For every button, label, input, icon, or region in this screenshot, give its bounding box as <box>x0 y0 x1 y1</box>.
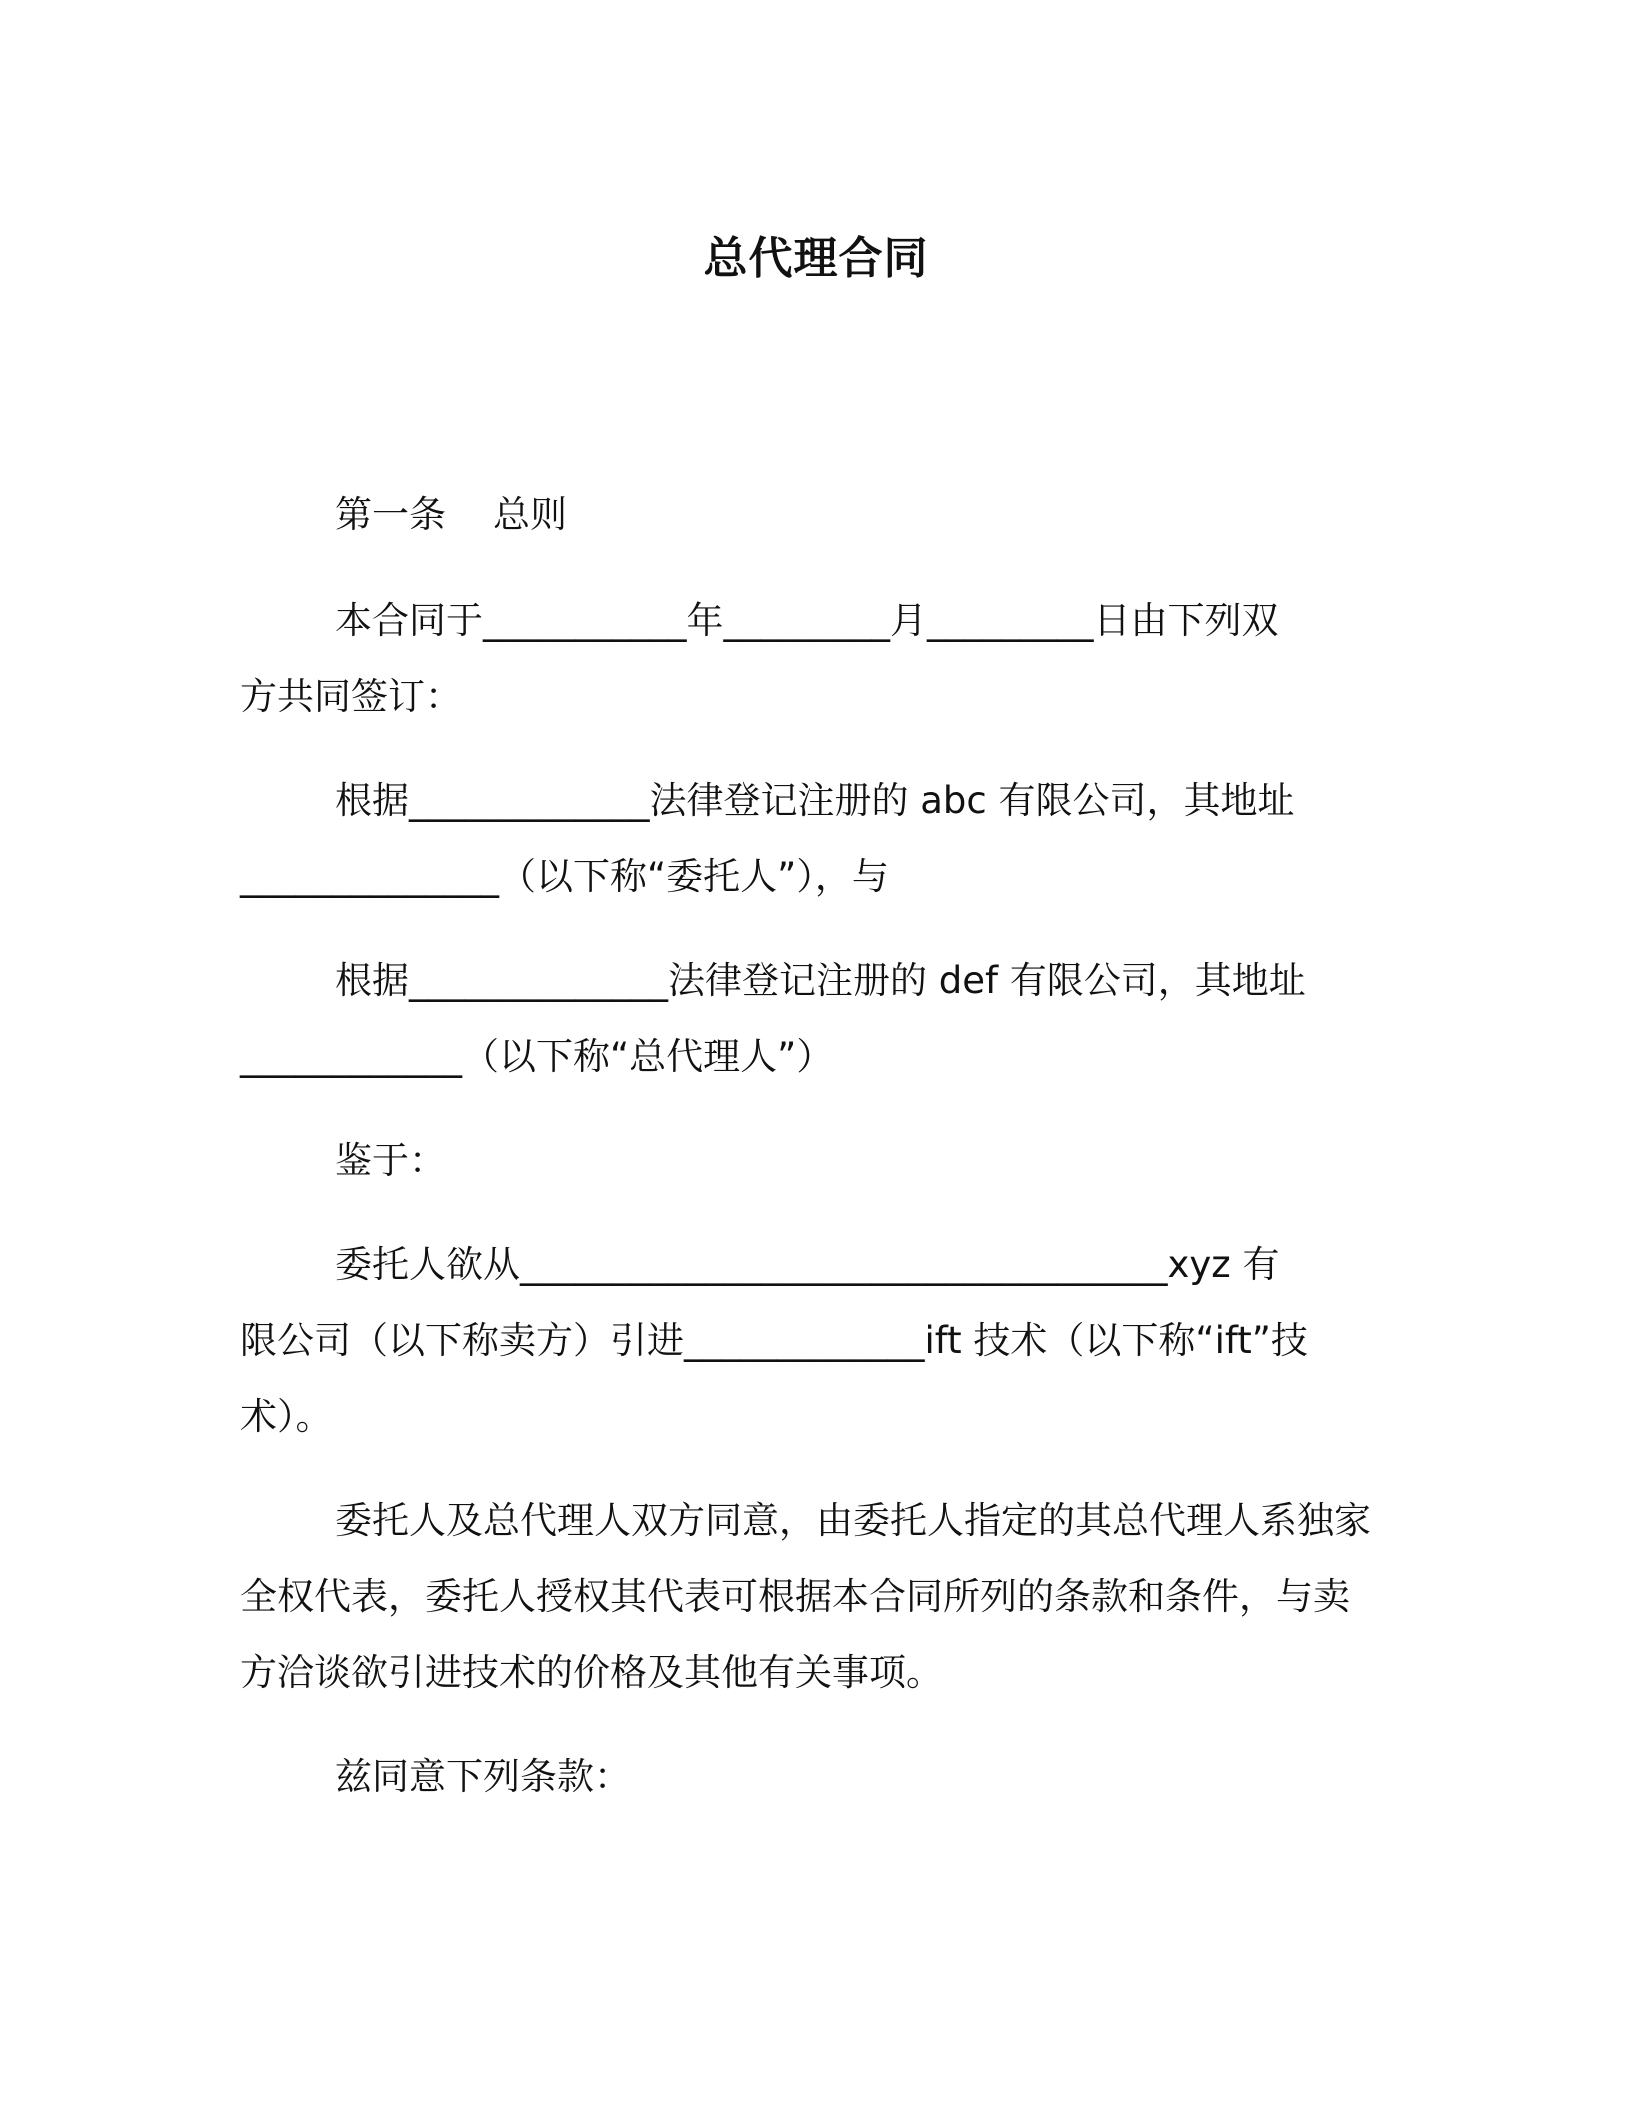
text-line: 根据_____________法律登记注册的 abc 有限公司，其地址 <box>335 779 1295 822</box>
article-heading: 第一条 总则 <box>335 493 568 536</box>
text-line: 委托人欲从___________________________________xyz 有 <box>335 1243 1280 1286</box>
document-title: 总代理合同 <box>703 233 929 284</box>
text-line: 术）。 <box>240 1395 333 1438</box>
text-line: ____________（以下称“总代理人”） <box>240 1035 834 1078</box>
text-line: 全权代表，委托人授权其代表可根据本合同所列的条款和条件，与卖 <box>240 1575 1350 1618</box>
text-line: 委托人及总代理人双方同意，由委托人指定的其总代理人系独家 <box>335 1499 1371 1542</box>
text-line: 方共同签订： <box>240 675 462 718</box>
text-line: ______________（以下称“委托人”），与 <box>240 855 889 898</box>
text-line: 方洽谈欲引进技术的价格及其他有关事项。 <box>240 1651 943 1694</box>
text-line: 限公司（以下称卖方）引进_____________ift 技术（以下称“ift”技 <box>240 1319 1308 1362</box>
text-line: 兹同意下列条款： <box>335 1755 631 1798</box>
text-line: 根据______________法律登记注册的 def 有限公司，其地址 <box>335 959 1306 1002</box>
text-line: 本合同于___________年_________月_________日由下列双 <box>335 599 1279 642</box>
text-line: 鉴于： <box>335 1139 446 1182</box>
